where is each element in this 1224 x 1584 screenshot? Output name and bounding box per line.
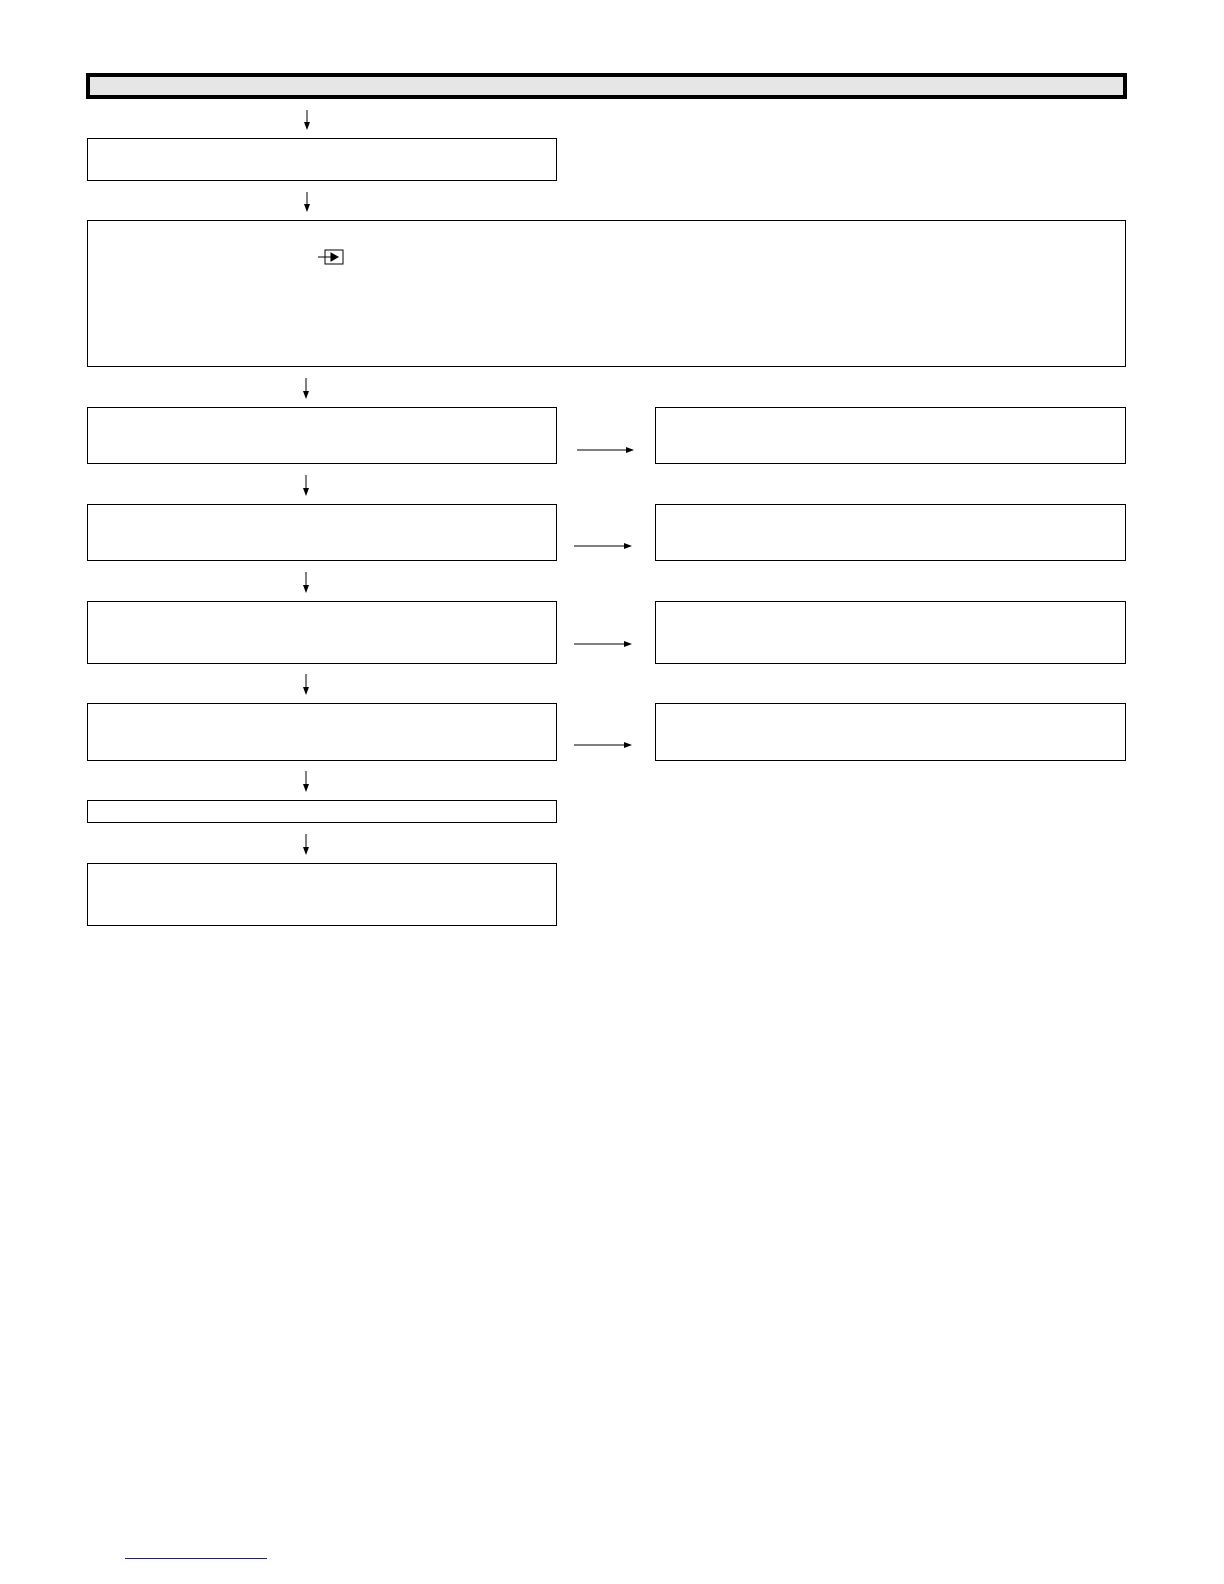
input-arrow-icon bbox=[318, 250, 343, 264]
footer-link[interactable] bbox=[125, 1558, 267, 1559]
